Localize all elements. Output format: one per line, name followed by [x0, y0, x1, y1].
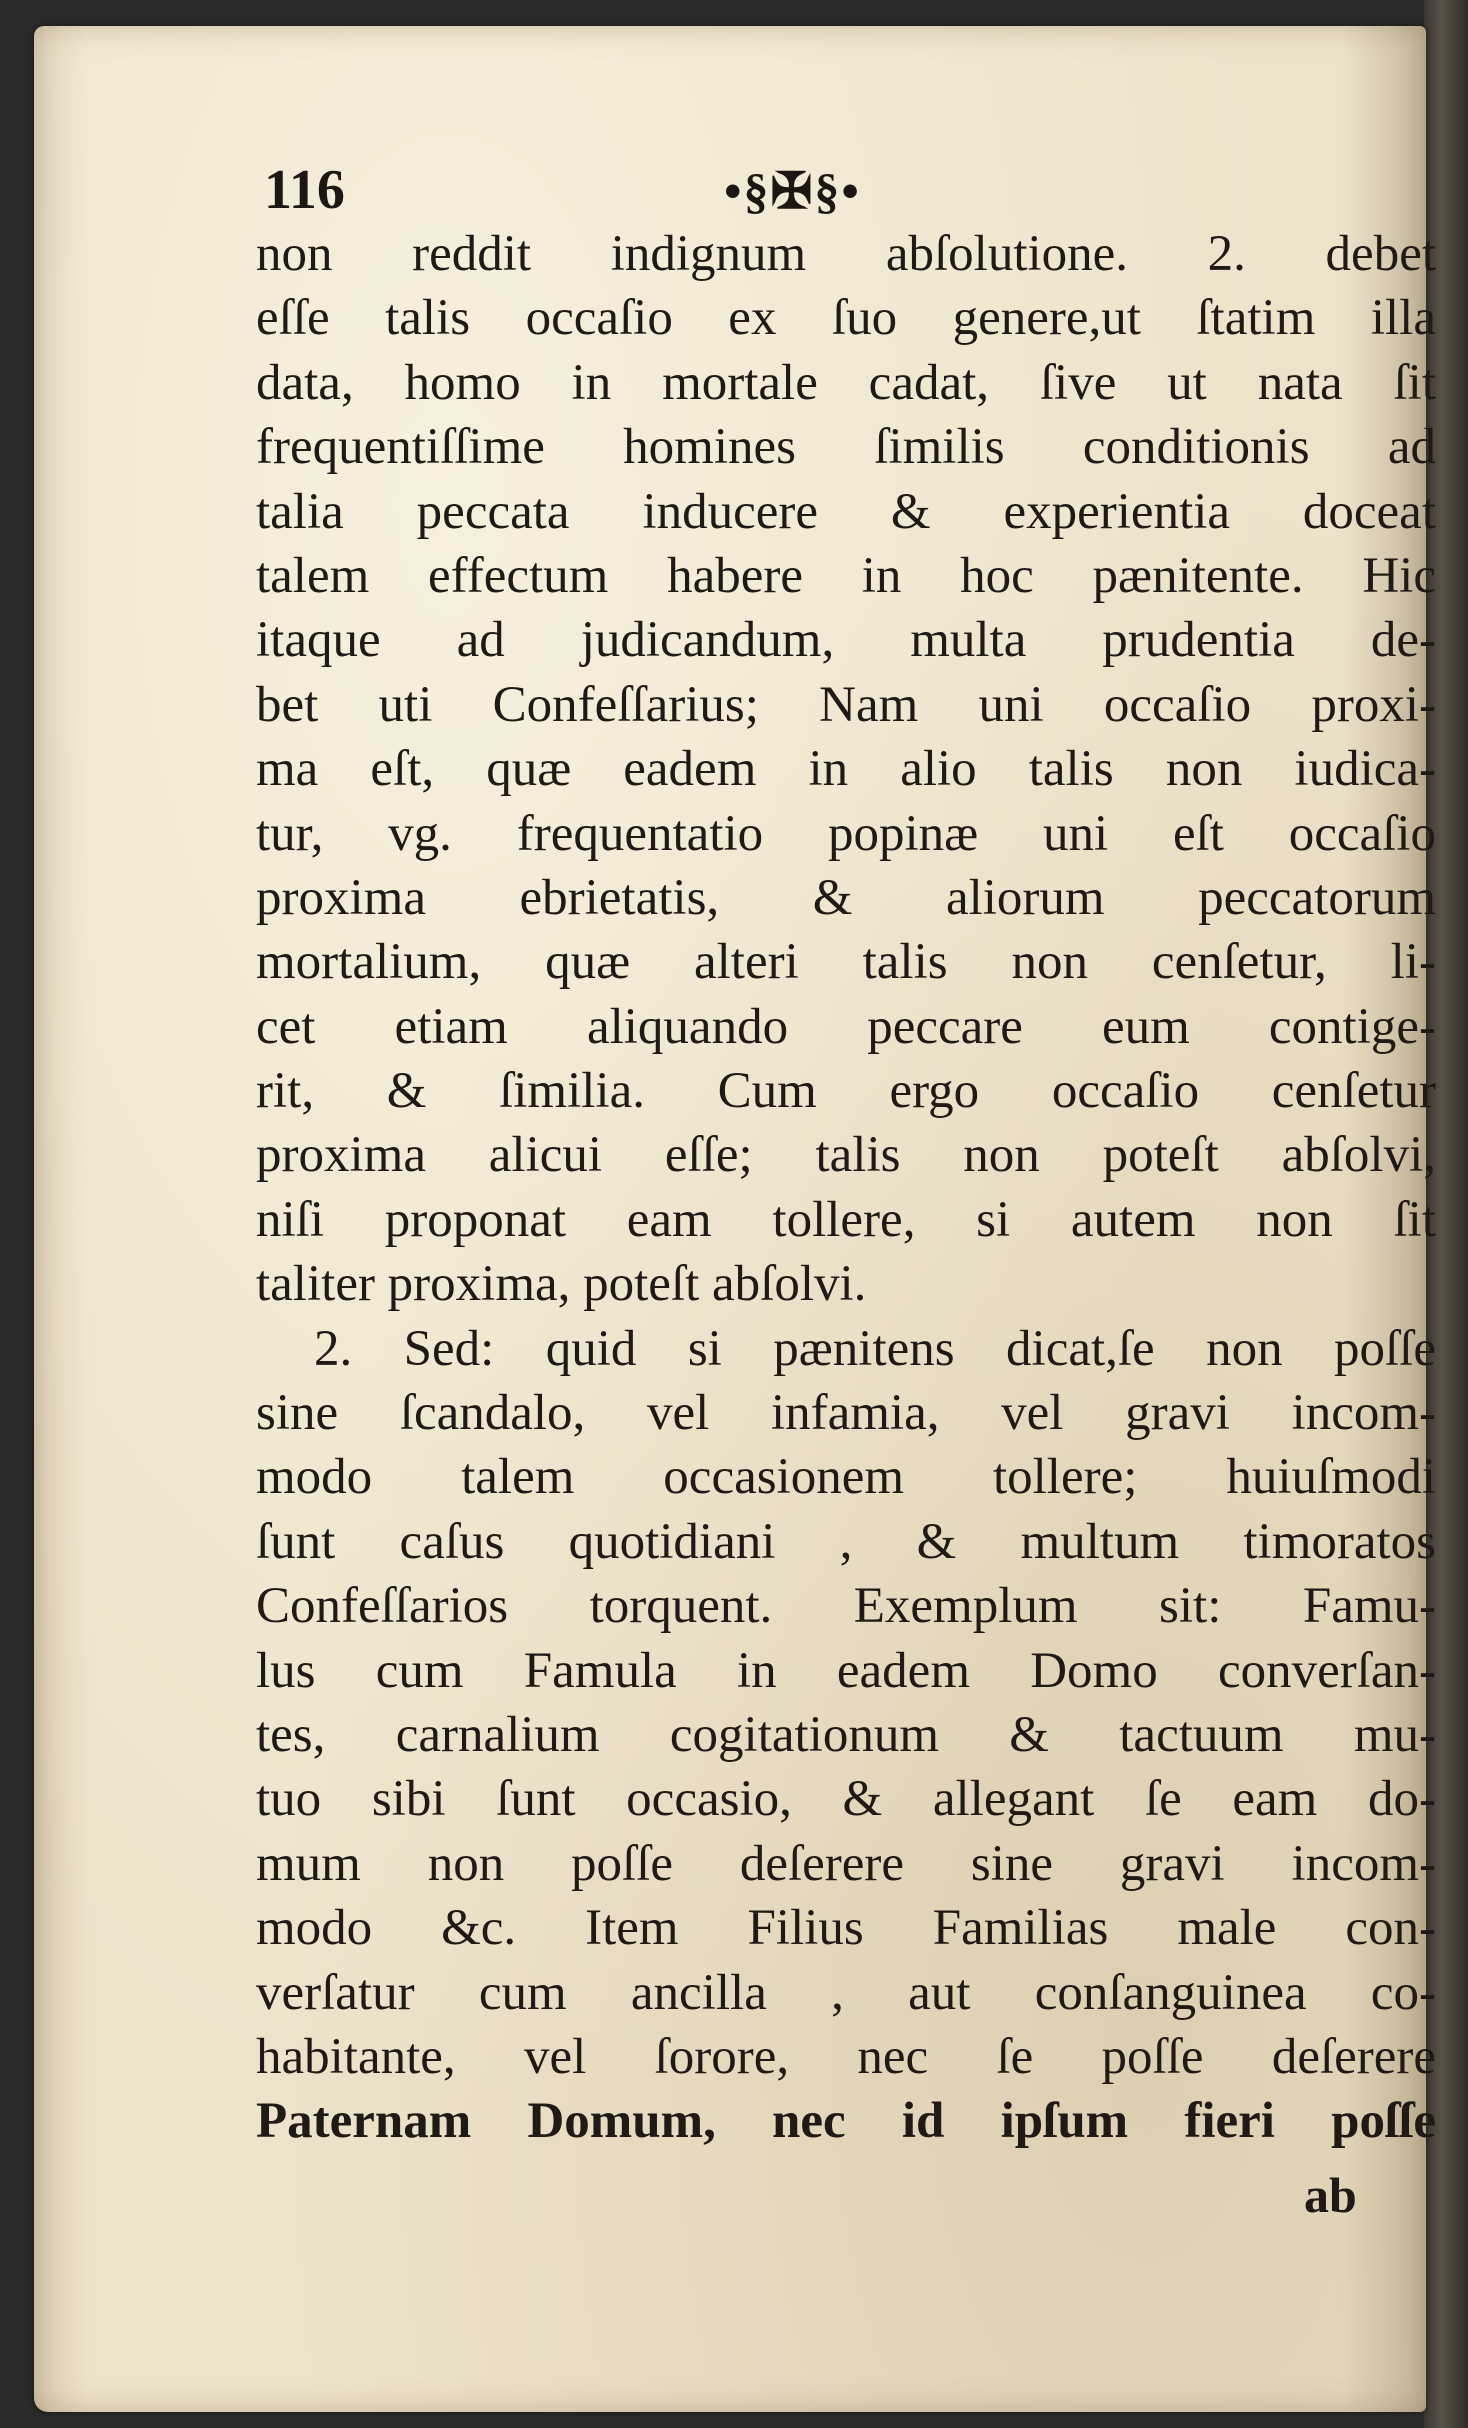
- text-line: modo &c. Item Filius Familias male con-: [256, 1900, 1436, 1957]
- paragraph-start-line: 2. Sed: quid si pænitens dicat,ſe non poſſe: [314, 1320, 1436, 1377]
- header-ornament: •§✠§•: [724, 163, 861, 219]
- text-line: ſunt caſus quotidiani , & multum timoratos: [256, 1513, 1436, 1570]
- running-head: [264, 158, 1424, 228]
- text-line: Paternam Domum, nec id ipſum fieri poſſe: [256, 2093, 1436, 2150]
- text-line: sine ſcandalo, vel infamia, vel gravi incom-: [256, 1385, 1436, 1442]
- text-line: ma eſt, quæ eadem in alio talis non iudica-: [256, 741, 1436, 798]
- text-line: mortalium, quæ alteri talis non cenſetur, li-: [256, 934, 1436, 991]
- text-line: frequentiſſime homines ſimilis conditionis ad: [256, 419, 1436, 476]
- text-line: tes, carnalium cogitationum & tactuum mu-: [256, 1706, 1436, 1763]
- text-line: lus cum Famula in eadem Domo converſan-: [256, 1642, 1436, 1699]
- text-line: talia peccata inducere & experientia doceat: [256, 483, 1436, 540]
- book-page: [34, 26, 1436, 2412]
- text-line: Confeſſarios torquent. Exemplum sit: Famu-: [256, 1578, 1436, 1635]
- text-line: cet etiam aliquando peccare eum contige-: [256, 998, 1436, 1055]
- text-line: tuo sibi ſunt occasio, & allegant ſe eam do-: [256, 1771, 1436, 1828]
- text-line: non reddit indignum abſolutione. 2. debet: [256, 226, 1436, 282]
- text-line: talem effectum habere in hoc pænitente. Hic: [256, 547, 1436, 604]
- text-line: data, homo in mortale cadat, ſive ut nata ſit: [256, 354, 1436, 411]
- paragraph-end-line: taliter proxima, poteſt abſolvi.: [256, 1256, 867, 1313]
- text-line: rit, & ſimilia. Cum ergo occaſio cenſetur: [256, 1063, 1436, 1120]
- text-line: bet uti Confeſſarius; Nam uni occaſio proxi-: [256, 676, 1436, 733]
- text-line: niſi proponat eam tollere, si autem non ſit: [256, 1191, 1436, 1248]
- text-line: modo talem occasionem tollere; huiuſmodi: [256, 1449, 1436, 1506]
- catchword: ab: [1304, 2167, 1357, 2223]
- body-text: [256, 222, 1436, 2154]
- text-line: mum non poſſe deſerere sine gravi incom-: [256, 1835, 1436, 1892]
- page-number: 116: [264, 159, 345, 221]
- text-line: verſatur cum ancilla , aut conſanguinea co-: [256, 1964, 1436, 2021]
- text-line: tur, vg. frequentatio popinæ uni eſt occaſio: [256, 805, 1436, 862]
- text-line: itaque ad judicandum, multa prudentia de-: [256, 612, 1436, 669]
- text-line: eſſe talis occaſio ex ſuo genere,ut ſtatim illa: [256, 290, 1436, 347]
- text-line: proxima ebrietatis, & aliorum peccatorum: [256, 869, 1436, 926]
- text-line: habitante, vel ſorore, nec ſe poſſe deſerere: [256, 2028, 1436, 2085]
- text-line: proxima alicui eſſe; talis non poteſt abſolvi,: [256, 1127, 1436, 1184]
